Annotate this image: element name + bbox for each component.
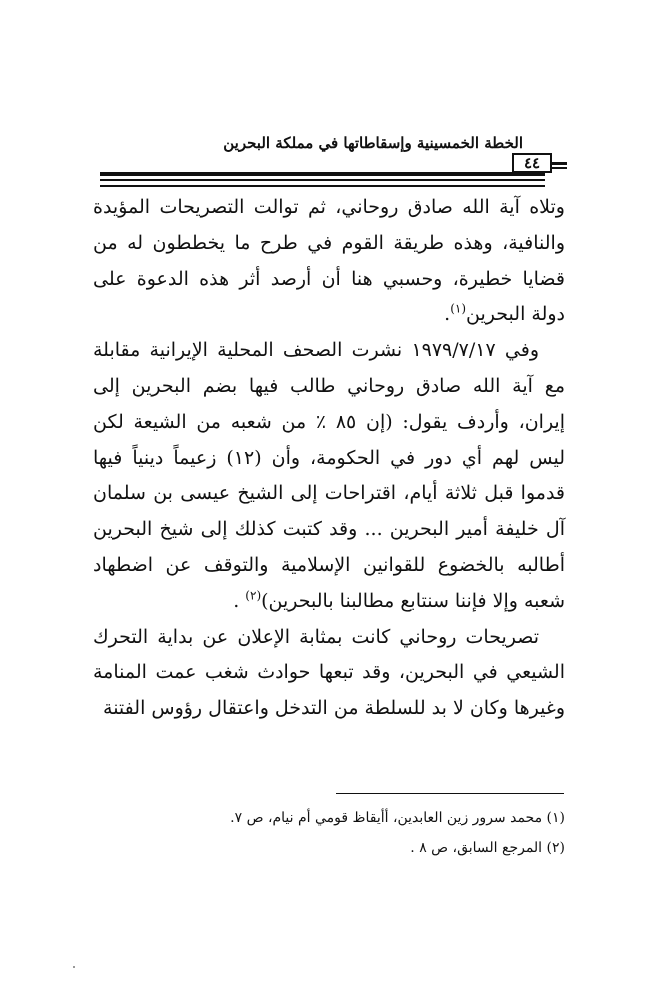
header-rule-stub: [552, 167, 567, 169]
header-rule: [100, 172, 545, 176]
paragraph-1-text: وتلاه آية الله صادق روحاني، ثم توالت التصريحات المؤيدة والنافية، وهذه طريقة القوم في طرح ما يخططون له من قضايا خطيرة، وحسبي هنا أن أرصد أثر هذه الدعوة على دولة البحرين: [93, 196, 565, 326]
body-text: [93, 190, 565, 727]
paragraph-2-end: .: [233, 589, 246, 612]
running-title: الخطة الخمسينية وإسقاطاتها في مملكة البحرين: [223, 134, 523, 152]
scan-speck: [73, 966, 75, 968]
header-rule-stub: [552, 162, 567, 165]
header-rule: [100, 185, 545, 187]
footnote-separator: [336, 793, 564, 794]
footnote-ref-1: (١): [450, 302, 467, 317]
header-rule: [100, 179, 545, 181]
paragraph-1-end: .: [444, 303, 451, 326]
paragraph-2-text: وفي ١٩٧٩/٧/١٧ نشرت الصحف المحلية الإيرانية مقابلة مع آية الله صادق روحاني طالب فيها بضم البحرين إلى إيران، وأردف يقول: (إن ٨٥ ٪ من شعبه من الشيعة لكن ليس لهم أي دور في الحكومة، وأن (١٢) زعيماً دينياً فيها قدموا قبل ثلاثة أيام، اقتراحات إلى الشيخ عيسى بن سلمان آل خليفة أمير البحرين ... وقد كتبت كذلك إلى شيخ البحرين أطالبه بالخضوع للقوانين الإسلامية والتوقف عن اضطهاد شعبه وإلا فإننا سنتابع مطالبنا بالبحرين): [93, 339, 565, 612]
page-number: ٤٤: [512, 153, 552, 173]
paragraph-3: تصريحات روحاني كانت بمثابة الإعلان عن بداية التحرك الشيعي في البحرين، وقد تبعها حوادث شغب عمت المنامة وغيرها وكان لا بد للسلطة من التدخل واعتقال رؤوس الفتنة: [93, 625, 565, 720]
paragraph-1: [93, 190, 565, 333]
footnote-1: (١) محمد سرور زين العابدين، أأيقاظ قومي أم نيام، ص ٧.: [230, 810, 565, 826]
footnotes: [120, 803, 565, 863]
paragraph-2: [93, 333, 565, 619]
footnote-2: (٢) المرجع السابق، ص ٨ .: [410, 840, 565, 856]
footnote-ref-2: (٢): [245, 588, 262, 603]
